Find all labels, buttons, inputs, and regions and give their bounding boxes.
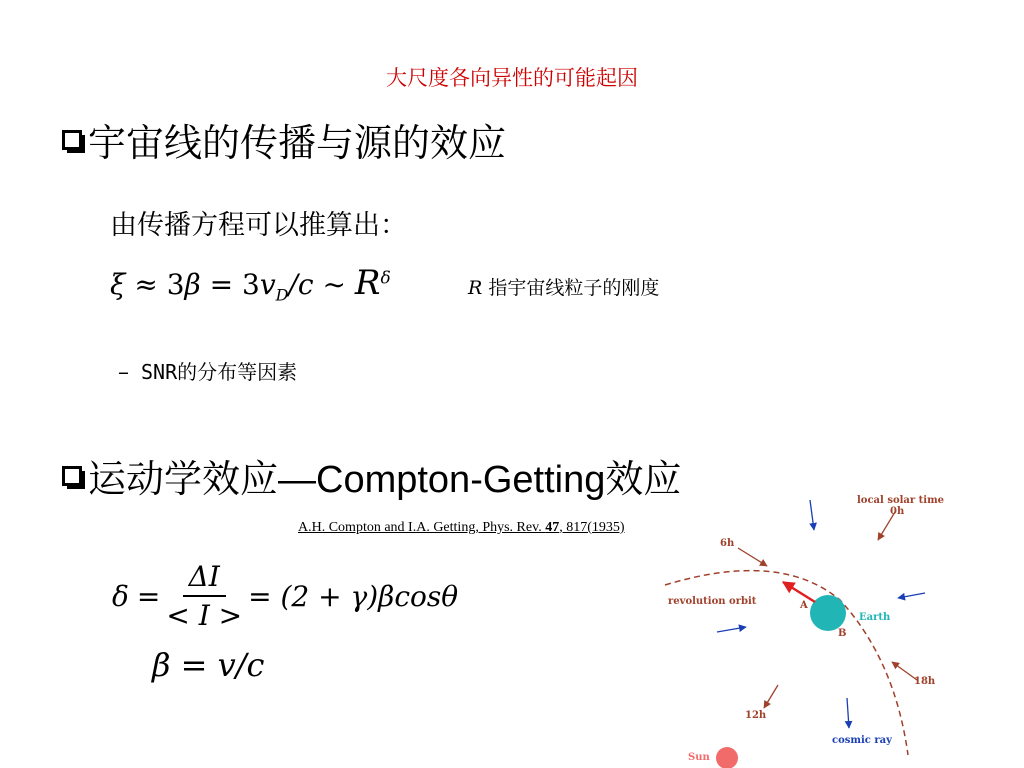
formula-approx: ≈ xyxy=(134,268,158,301)
formula-three-2: 3 xyxy=(242,268,260,301)
square-bullet-icon xyxy=(62,130,82,150)
rigidity-note xyxy=(468,273,659,300)
sub-bullet-text: SNR的分布等因素 xyxy=(141,360,298,384)
sun-icon xyxy=(716,747,738,768)
arrow-12h xyxy=(764,685,778,708)
propagation-formula xyxy=(110,263,391,305)
rigidity-text: 指宇宙线粒子的刚度 xyxy=(488,277,660,299)
cg-fraction xyxy=(166,560,242,632)
rigidity-symbol: R xyxy=(468,277,483,299)
sub-bullet xyxy=(118,356,297,385)
label-local-solar-time: local solar time xyxy=(857,495,945,506)
label-cosmic-ray: cosmic ray xyxy=(832,735,892,746)
earth-velocity-arrow xyxy=(783,582,815,602)
compton-getting-formula xyxy=(112,560,458,632)
formula-over-c: /c xyxy=(288,268,314,301)
derivation-intro: 由传播方程可以推算出： xyxy=(110,210,407,241)
section2-heading-row xyxy=(62,448,681,503)
reference-volume: 47 xyxy=(545,520,560,535)
formula-beta: β xyxy=(184,268,201,301)
label-earth: Earth xyxy=(859,612,891,623)
section1-heading-row xyxy=(62,112,506,167)
cosmic-ray-arrow-3 xyxy=(717,627,746,632)
formula-v-sub: D xyxy=(275,285,289,305)
formula-xi: ξ xyxy=(110,268,126,301)
cosmic-ray-arrow-1 xyxy=(810,500,814,530)
reference-pages: , 817(1935) xyxy=(559,520,625,535)
cg-denominator: < I > xyxy=(166,599,243,632)
formula-R-sup: δ xyxy=(380,268,391,289)
cg-numerator: ΔI xyxy=(183,560,226,597)
compton-getting-diagram xyxy=(640,490,1024,768)
beta-formula: β = v/c xyxy=(152,646,265,684)
cg-lhs: δ xyxy=(112,579,129,613)
formula-sim: ∼ xyxy=(322,268,346,301)
formula-equals: = xyxy=(209,268,234,301)
formula-three: 3 xyxy=(166,268,185,301)
label-18h: 18h xyxy=(914,676,936,687)
label-0h: 0h xyxy=(890,506,905,517)
reference-authors: A.H. Compton and I.A. Getting, Phys. Rev. xyxy=(298,520,546,535)
cosmic-ray-arrow-4 xyxy=(847,698,849,728)
label-6h: 6h xyxy=(720,538,735,549)
dash-bullet: – xyxy=(118,360,129,385)
label-point-B: B xyxy=(838,628,847,639)
slide-title: 大尺度各向异性的可能起因 xyxy=(386,66,638,90)
label-12h: 12h xyxy=(745,710,767,721)
cosmic-ray-arrow-2 xyxy=(898,593,925,598)
formula-R: R xyxy=(354,263,381,303)
section1-heading: 宇宙线的传播与源的效应 xyxy=(88,121,507,165)
section2-heading: 运动学效应—Compton-Getting效应 xyxy=(88,459,682,501)
square-bullet-icon xyxy=(62,466,82,486)
label-revolution-orbit: revolution orbit xyxy=(668,596,757,607)
earth-icon xyxy=(810,595,846,631)
cg-equals: = xyxy=(136,579,161,613)
label-point-A: A xyxy=(800,600,808,611)
label-sun: Sun xyxy=(688,752,710,763)
arrow-6h xyxy=(738,548,767,566)
reference-link[interactable] xyxy=(298,520,625,536)
cg-rhs: = (2 + γ)βcosθ xyxy=(248,579,459,613)
formula-v: v xyxy=(259,268,276,301)
